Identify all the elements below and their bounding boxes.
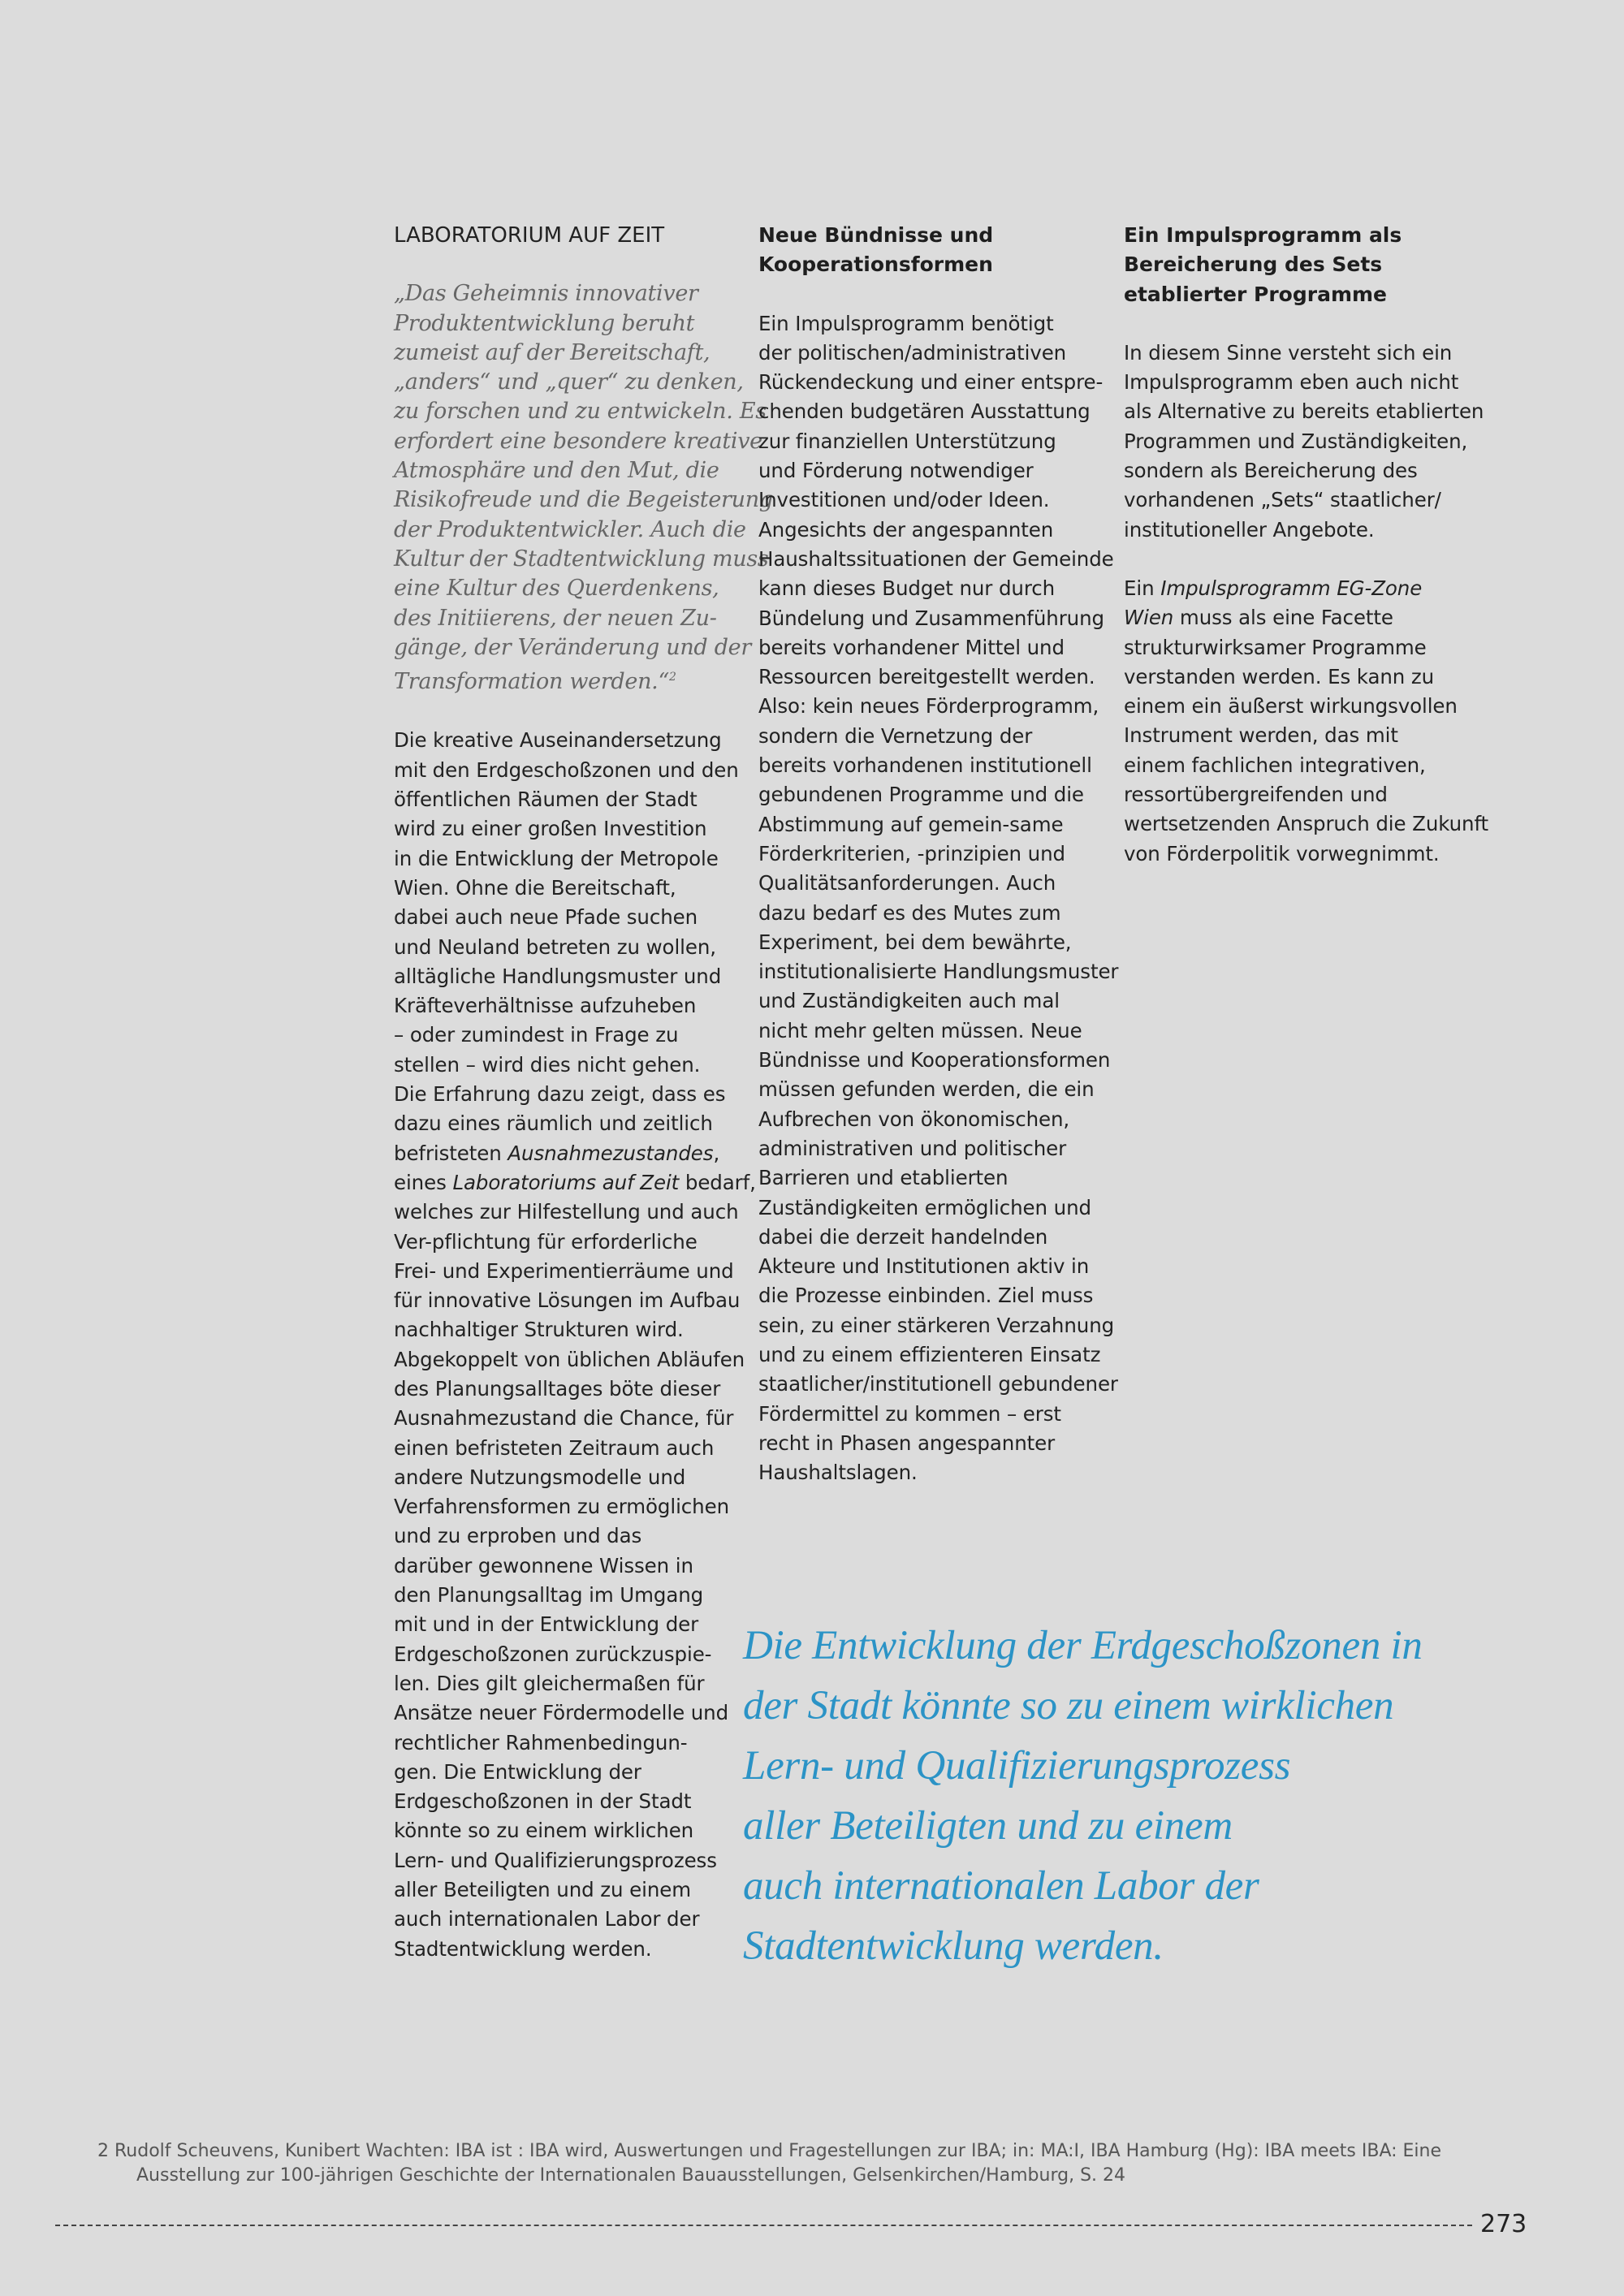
- text-line: wird zu einer großen Investition: [394, 817, 707, 841]
- text-line: sondern als Bereicherung des: [1124, 459, 1418, 483]
- text-line: Ein Impulsprogramm benötigt: [758, 311, 1054, 335]
- text-line: Also: kein neues Förderprogramm,: [758, 694, 1099, 719]
- body-paragraph: [394, 726, 756, 1963]
- quote-line: des Initiierens, der neuen Zu-: [394, 605, 717, 631]
- text-line: Ansätze neuer Fördermodelle und: [394, 1701, 729, 1725]
- pull-quote-line: Die Entwicklung der Erdgeschoßzonen in: [743, 1623, 1423, 1668]
- text-line: recht in Phasen angespannter: [758, 1431, 1056, 1455]
- footnote-line: Ausstellung zur 100-jährigen Geschichte der Internationalen Bauausstellungen, Gelsenkirchen/Hamburg, S. 24: [136, 2165, 1126, 2186]
- text-line: Abgekoppelt von üblichen Abläufen: [394, 1347, 745, 1371]
- text-line: vorhandenen „Sets“ staatlicher/: [1124, 488, 1441, 512]
- text-line: Experiment, bei dem bewährte,: [758, 930, 1072, 954]
- text-line: Zuständigkeiten ermöglichen und: [758, 1195, 1091, 1219]
- body-paragraph: [758, 309, 1119, 1488]
- section-heading: [758, 221, 1116, 280]
- text-line: Instrument werden, das mit: [1124, 723, 1398, 748]
- section-kicker: LABORATORIUM AUF ZEIT: [394, 223, 665, 248]
- text-line: Aufbrechen von ökonomischen,: [758, 1107, 1070, 1131]
- quote-line: zumeist auf der Bereitschaft,: [394, 339, 710, 365]
- text-line: öffentlichen Räumen der Stadt: [394, 788, 698, 812]
- section-heading: [1124, 221, 1481, 309]
- text-run: bedarf,: [679, 1170, 756, 1194]
- text-line: der politischen/administrativen: [758, 340, 1067, 365]
- text-line: [394, 1139, 751, 1168]
- text-line: Frei- und Experimentierräume und: [394, 1258, 734, 1283]
- text-line: als Alternative zu bereits etablierten: [1124, 399, 1484, 424]
- text-line: einen befristeten Zeitraum auch: [394, 1435, 715, 1460]
- pull-quote: [743, 1616, 1604, 1976]
- text-line: [1124, 603, 1481, 632]
- text-line: In diesem Sinne versteht sich ein: [1124, 340, 1453, 365]
- text-line: Kräfteverhältnisse aufzuheben: [394, 994, 697, 1018]
- text-line: Bündelung und Zusammenführung: [758, 606, 1104, 630]
- text-line: andere Nutzungsmodelle und: [394, 1465, 686, 1489]
- text-line: mit den Erdgeschoßzonen und den: [394, 757, 739, 782]
- text-line: auch internationalen Labor der: [394, 1907, 700, 1931]
- text-line: – oder zumindest in Frage zu: [394, 1023, 679, 1047]
- text-line: rechtlicher Rahmenbedingun-: [394, 1730, 688, 1754]
- text-line: Investitionen und/oder Ideen.: [758, 488, 1050, 512]
- heading-line: Bereicherung des Sets: [1124, 252, 1383, 277]
- column-middle: [758, 221, 1119, 1487]
- text-line: Qualitätsanforderungen. Auch: [758, 871, 1056, 896]
- text-line: einem ein äußerst wirkungsvollen: [1124, 694, 1458, 719]
- heading-line: etablierter Programme: [1124, 282, 1388, 306]
- text-line: Abstimmung auf gemein-same: [758, 812, 1064, 836]
- text-line: Erdgeschoßzonen zurückzuspie-: [394, 1642, 712, 1666]
- text-line: dabei die derzeit handelnden: [758, 1224, 1048, 1249]
- text-line: administrativen und politischer: [758, 1136, 1067, 1160]
- column-left: [394, 221, 773, 1964]
- text-line: könnte so zu einem wirklichen: [394, 1819, 694, 1843]
- text-line: sondern die Vernetzung der: [758, 723, 1033, 748]
- text-line: Förderkriterien, -prinzipien und: [758, 841, 1065, 865]
- text-line: wertsetzenden Anspruch die Zukunft: [1124, 812, 1489, 836]
- text-line: und Neuland betreten zu wollen,: [394, 934, 716, 959]
- text-line: Impulsprogramm eben auch nicht: [1124, 370, 1459, 395]
- body-paragraph: [1124, 574, 1489, 869]
- text-line: [1124, 574, 1481, 603]
- text-line: strukturwirksamer Programme: [1124, 635, 1427, 659]
- text-line: Bündnisse und Kooperationsformen: [758, 1048, 1111, 1072]
- heading-line: Neue Bündnisse und: [758, 223, 994, 247]
- text-run: Ein: [1124, 576, 1161, 600]
- text-line: kann dieses Budget nur durch: [758, 576, 1056, 601]
- body-paragraph: [1124, 339, 1484, 545]
- pull-quote-line: der Stadt könnte so zu einem wirklichen: [743, 1683, 1394, 1728]
- footnote: [97, 2139, 1478, 2188]
- text-line: einem fachlichen integrativen,: [1124, 753, 1426, 777]
- text-line: und Zuständigkeiten auch mal: [758, 989, 1060, 1013]
- heading-line: Ein Impulsprogramm als: [1124, 223, 1402, 247]
- quote-line: „Das Geheimnis innovativer: [394, 281, 698, 307]
- footnote-line: 2 Rudolf Scheuvens, Kunibert Wachten: IBA ist : IBA wird, Auswertungen und Fragestellungen zur IBA; in: MA:I, IBA Hamburg (Hg): IBA meets IBA: Eine: [97, 2141, 1442, 2161]
- text-line: verstanden werden. Es kann zu: [1124, 664, 1435, 688]
- quote-line: Risikofreude und die Begeisterung: [394, 487, 773, 513]
- heading-line: Kooperationsformen: [758, 252, 993, 277]
- page-number: 273: [1480, 2210, 1527, 2238]
- quote-line: Produktentwicklung beruht: [394, 310, 695, 336]
- text-line: chenden budgetären Ausstattung: [758, 399, 1091, 424]
- text-line: ressortübergreifenden und: [1124, 783, 1388, 807]
- text-line: dabei auch neue Pfade suchen: [394, 905, 698, 930]
- pull-quote-line: aller Beteiligten und zu einem: [743, 1803, 1233, 1849]
- text-line: Lern- und Qualifizierungsprozess: [394, 1848, 717, 1872]
- text-line: des Planungsalltages böte dieser: [394, 1376, 721, 1400]
- text-line: Ressourcen bereitgestellt werden.: [758, 665, 1095, 689]
- pull-quote-line: Lern- und Qualifizierungsprozess: [743, 1743, 1291, 1789]
- text-line: Rückendeckung und einer entspre-: [758, 370, 1104, 395]
- text-run: muss als eine Facette: [1173, 606, 1393, 630]
- text-line: für innovative Lösungen im Aufbau: [394, 1288, 741, 1313]
- text-line: und zu erproben und das: [394, 1524, 642, 1548]
- text-line: Haushaltslagen.: [758, 1461, 918, 1485]
- quote-line: Atmosphäre und den Mut, die: [394, 458, 719, 484]
- text-line: bereits vorhandener Mittel und: [758, 635, 1065, 659]
- text-line: Ver-pflichtung für erforderliche: [394, 1229, 698, 1254]
- text-line: Ausnahmezustand die Chance, für: [394, 1406, 734, 1431]
- text-line: aller Beteiligten und zu einem: [394, 1878, 692, 1902]
- quote-line: zu forschen und zu entwickeln. Es: [394, 399, 767, 425]
- text-line: und zu einem effizienteren Einsatz: [758, 1342, 1101, 1366]
- quote-line: gänge, der Veränderung und der: [394, 634, 751, 660]
- text-line: Barrieren und etablierten: [758, 1166, 1009, 1190]
- text-line: sein, zu einer stärkeren Verzahnung: [758, 1313, 1115, 1337]
- text-run: ,: [713, 1141, 720, 1165]
- text-line: darüber gewonnene Wissen in: [394, 1553, 693, 1577]
- quote-line: Kultur der Stadtentwicklung muss: [394, 546, 769, 572]
- text-line: mit und in der Entwicklung der: [394, 1612, 699, 1637]
- column-right: [1124, 221, 1489, 869]
- text-line: Die kreative Auseinandersetzung: [394, 728, 722, 753]
- emphasis-term: Wien: [1124, 606, 1174, 630]
- quote-line: „anders“ und „quer“ zu denken,: [394, 369, 744, 395]
- quote-line-text: Transformation werden.“: [394, 669, 669, 695]
- text-line: gebundenen Programme und die: [758, 783, 1084, 807]
- text-line: von Förderpolitik vorwegnimmt.: [1124, 841, 1440, 865]
- text-line: die Prozesse einbinden. Ziel muss: [758, 1284, 1094, 1308]
- text-line: institutioneller Angebote.: [1124, 517, 1375, 542]
- text-line: Stadtentwicklung werden.: [394, 1936, 652, 1961]
- text-line: Angesichts der angespannten: [758, 517, 1054, 542]
- text-line: in die Entwicklung der Metropole: [394, 846, 719, 870]
- dashed-divider: [55, 2225, 1472, 2226]
- text-line: bereits vorhandenen institutionell: [758, 753, 1092, 778]
- text-line: nachhaltiger Strukturen wird.: [394, 1318, 684, 1342]
- text-run: befristeten: [394, 1141, 508, 1165]
- emphasis-term: Impulsprogramm EG-Zone: [1160, 576, 1423, 600]
- text-line: Programmen und Zuständigkeiten,: [1124, 429, 1468, 453]
- pull-quote-line: Stadtentwicklung werden.: [743, 1923, 1164, 1969]
- text-line: den Planungsalltag im Umgang: [394, 1583, 704, 1608]
- text-line: Erdgeschoßzonen in der Stadt: [394, 1789, 692, 1814]
- text-run: eines: [394, 1170, 453, 1194]
- quote-line: erfordert eine besondere kreative: [394, 428, 762, 454]
- text-line: alltägliche Handlungsmuster und: [394, 964, 722, 988]
- text-line: dazu bedarf es des Mutes zum: [758, 900, 1061, 925]
- text-line: Fördermittel zu kommen – erst: [758, 1401, 1061, 1426]
- quote-line: [394, 662, 751, 697]
- text-line: staatlicher/institutionell gebundener: [758, 1372, 1118, 1396]
- text-line: len. Dies gilt gleichermaßen für: [394, 1671, 705, 1695]
- text-line: Verfahrensformen zu ermöglichen: [394, 1495, 729, 1519]
- text-line: Wien. Ohne die Bereitschaft,: [394, 875, 676, 900]
- text-line: gen. Die Entwicklung der: [394, 1759, 641, 1784]
- pull-quote-line: auch internationalen Labor der: [743, 1863, 1259, 1909]
- text-line: Haushaltssituationen der Gemeinde: [758, 546, 1114, 571]
- emphasis-term: Ausnahmezustandes: [508, 1141, 714, 1165]
- text-line: und Förderung notwendiger: [758, 459, 1034, 483]
- text-line: nicht mehr gelten müssen. Neue: [758, 1018, 1082, 1042]
- text-line: müssen gefunden werden, die ein: [758, 1077, 1095, 1102]
- text-line: stellen – wird dies nicht gehen.: [394, 1052, 701, 1077]
- text-line: dazu eines räumlich und zeitlich: [394, 1111, 713, 1136]
- text-line: zur finanziellen Unterstützung: [758, 429, 1056, 453]
- text-line: welches zur Hilfestellung und auch: [394, 1200, 739, 1224]
- text-line: Akteure und Institutionen aktiv in: [758, 1254, 1090, 1279]
- quote-line: der Produktentwickler. Auch die: [394, 516, 746, 542]
- text-line: Die Erfahrung dazu zeigt, dass es: [394, 1082, 726, 1107]
- footnote-reference: 2: [668, 671, 676, 684]
- emphasis-term: Laboratoriums auf Zeit: [452, 1170, 680, 1194]
- text-line: [394, 1168, 756, 1198]
- quote-line: eine Kultur des Querdenkens,: [394, 576, 719, 602]
- text-line: institutionalisierte Handlungsmuster: [758, 960, 1119, 984]
- epigraph-quote: [394, 279, 773, 697]
